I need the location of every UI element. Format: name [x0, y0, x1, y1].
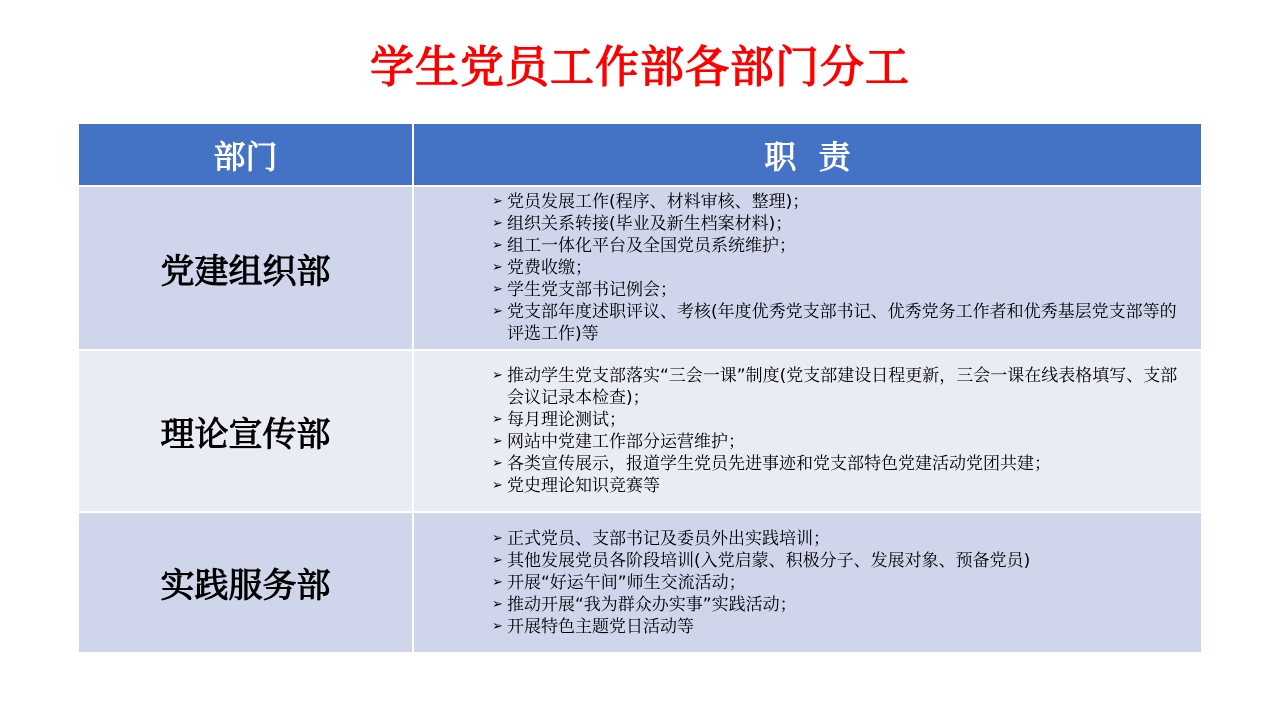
arrow-bullet-icon: ➢: [492, 574, 503, 590]
table-row: [79, 187, 1201, 351]
duty-item: [492, 213, 1191, 235]
arrow-bullet-icon: ➢: [492, 552, 503, 568]
header-department: 部门: [79, 124, 414, 185]
duty-text: 各类宣传展示，报道学生党员先进事迹和党支部特色党建活动党团共建；: [507, 454, 1051, 474]
arrow-bullet-icon: ➢: [492, 304, 503, 319]
duty-text: 学生党支部书记例会；: [507, 280, 677, 300]
department-cell: [79, 513, 414, 652]
duty-item: [492, 475, 1191, 497]
arrow-bullet-icon: ➢: [492, 216, 503, 231]
duty-item: [492, 528, 1191, 550]
division-table: [79, 124, 1201, 652]
arrow-bullet-icon: ➢: [492, 618, 503, 634]
duty-item: [492, 431, 1191, 453]
page-title: 学生党员工作部各部门分工: [370, 42, 910, 93]
duty-item: [492, 572, 1191, 594]
duty-text: 其他发展党员各阶段培训(入党启蒙、积极分子、发展对象、预备党员): [507, 550, 1031, 571]
duty-item: [492, 594, 1191, 616]
arrow-bullet-icon: ➢: [492, 282, 503, 297]
arrow-bullet-icon: ➢: [492, 530, 503, 546]
duty-text: 正式党员、支部书记及委员外出实践培训；: [507, 528, 830, 549]
duty-text: 网站中党建工作部分运营维护；: [507, 432, 745, 452]
duty-text: 党支部年度述职评议、考核(年度优秀党支部书记、优秀党务工作者和优秀基层党支部等的评选工作)等: [507, 302, 1177, 344]
duty-item: [492, 409, 1191, 431]
duty-item: [492, 301, 1191, 345]
department-name: 党建组织部: [160, 251, 331, 292]
header-duties-label: 职 责: [764, 137, 851, 176]
duty-item: [492, 257, 1191, 279]
arrow-bullet-icon: ➢: [492, 434, 503, 449]
duty-item: [492, 550, 1191, 572]
duty-item: [492, 191, 1191, 213]
arrow-bullet-icon: ➢: [492, 368, 503, 383]
duties-cell: [414, 513, 1201, 652]
table-header-row: [79, 124, 1201, 187]
duties-list: [414, 528, 1201, 638]
header-duties: [414, 124, 1201, 185]
duty-text: 开展“好运午间”师生交流活动；: [507, 572, 746, 593]
duties-list: [414, 365, 1201, 497]
department-cell: [79, 187, 414, 349]
arrow-bullet-icon: ➢: [492, 238, 503, 253]
duty-text: 每月理论测试；: [507, 410, 626, 430]
duty-text: 党史理论知识竞赛等: [507, 476, 660, 496]
duty-text: 党费收缴；: [507, 258, 592, 278]
duty-item: [492, 279, 1191, 301]
duty-text: 推动学生党支部落实“三会一课”制度(党支部建设日程更新，三会一课在线表格填写、支部会议记录本检查)；: [507, 366, 1178, 408]
department-name: 理论宣传部: [160, 414, 331, 455]
duty-text: 组织关系转接(毕业及新生档案材料)；: [507, 214, 793, 234]
duties-cell: [414, 187, 1201, 349]
table-row: [79, 351, 1201, 513]
arrow-bullet-icon: ➢: [492, 478, 503, 493]
duty-text: 开展特色主题党日活动等: [507, 616, 694, 637]
arrow-bullet-icon: ➢: [492, 456, 503, 471]
duty-text: 组工一体化平台及全国党员系统维护；: [507, 236, 796, 256]
duty-item: [492, 235, 1191, 257]
duties-list: [414, 191, 1201, 345]
duty-item: [492, 616, 1191, 638]
arrow-bullet-icon: ➢: [492, 194, 503, 209]
duty-item: [492, 365, 1191, 409]
duty-item: [492, 453, 1191, 475]
duties-cell: [414, 351, 1201, 511]
arrow-bullet-icon: ➢: [492, 596, 503, 612]
arrow-bullet-icon: ➢: [492, 260, 503, 275]
duty-text: 党员发展工作(程序、材料审核、整理)；: [507, 192, 810, 212]
duty-text: 推动开展“我为群众办实事”实践活动；: [507, 594, 797, 615]
department-name: 实践服务部: [160, 566, 331, 606]
department-cell: [79, 351, 414, 511]
arrow-bullet-icon: ➢: [492, 412, 503, 427]
table-row: [79, 513, 1201, 652]
